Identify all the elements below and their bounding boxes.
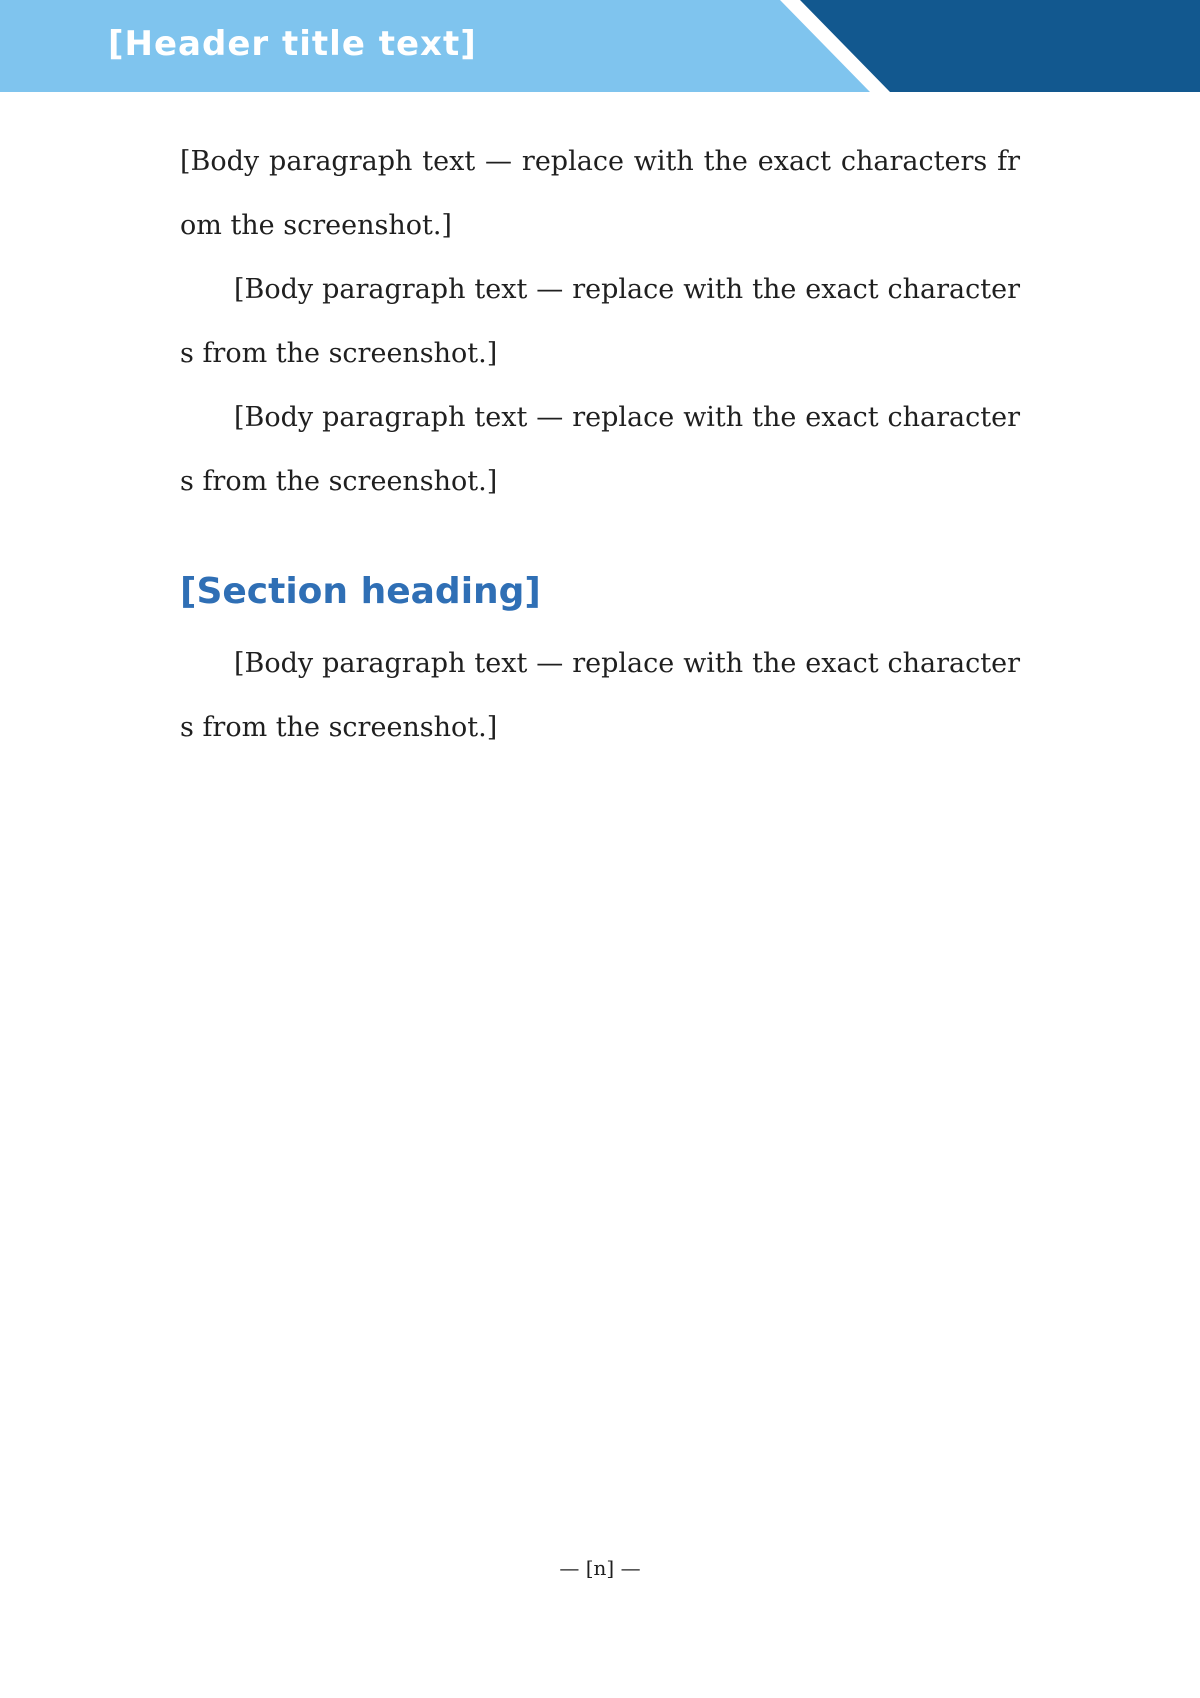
section-heading: [Section heading]: [180, 571, 541, 612]
page-number: — [n] —: [559, 1556, 641, 1580]
paragraph: [Body paragraph text — replace with the exact characters from the screenshot.]: [180, 274, 1020, 369]
paragraph: [Body paragraph text — replace with the exact characters from the screenshot.]: [180, 648, 1020, 743]
page-header-banner: [0, 0, 1200, 92]
header-dark-band: [800, 0, 1200, 92]
paragraph-continued: [Body paragraph text — replace with the exact characters from the screenshot.]: [180, 146, 1020, 241]
document-body: [180, 130, 1020, 760]
paragraph: [Body paragraph text — replace with the exact characters from the screenshot.]: [180, 402, 1020, 497]
header-title: [Header title text]: [108, 24, 477, 64]
